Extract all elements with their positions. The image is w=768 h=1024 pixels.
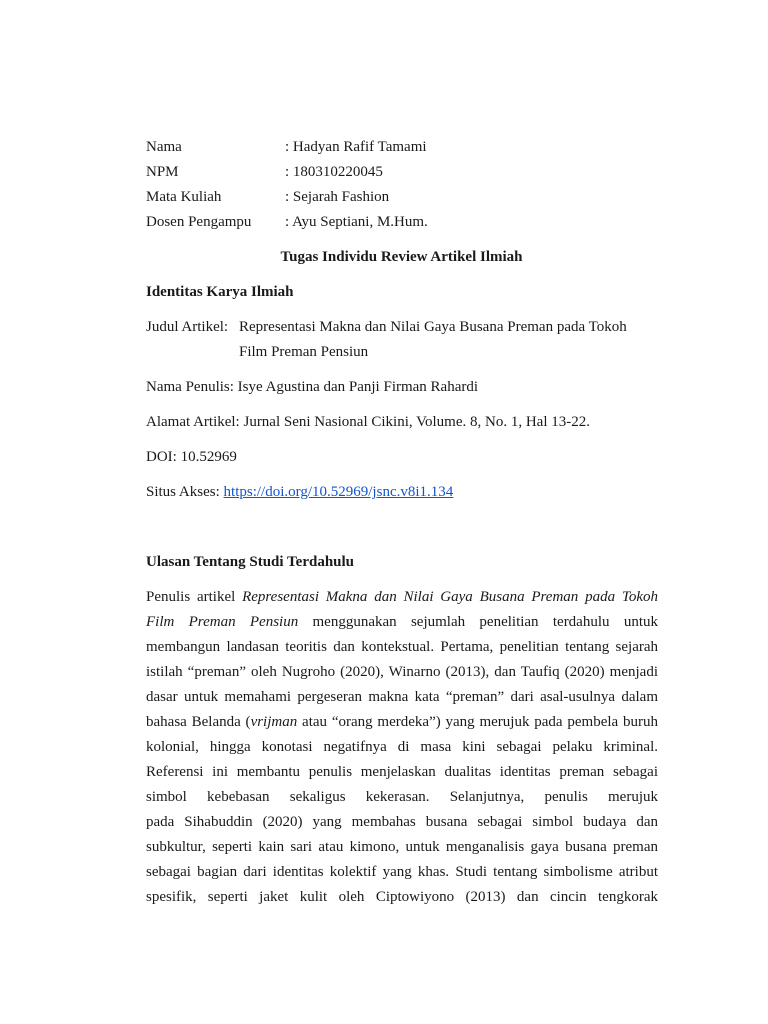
paragraph-line: istilah “preman” oleh Nugroho (2020), Winarno (2013), dan Taufiq (2020) menjadi bbox=[146, 664, 658, 680]
situs-label: Situs Akses: bbox=[146, 484, 224, 500]
nama-label: Nama bbox=[146, 139, 182, 155]
judul-label: Judul Artikel: bbox=[146, 319, 229, 335]
judul-line-2: Film Preman Pensiun bbox=[239, 344, 369, 360]
paragraph-line: kolonial, hingga konotasi negatifnya di masa kini sebagai pelaku kriminal. bbox=[146, 739, 658, 755]
document-title: Tugas Individu Review Artikel Ilmiah bbox=[280, 249, 523, 265]
situs-line bbox=[146, 482, 453, 502]
paragraph-line: membangun landasan teoritis dan kontekstual. Pertama, penelitian tentang sejarah bbox=[146, 639, 658, 655]
penulis-line: Nama Penulis: Isye Agustina dan Panji Firman Rahardi bbox=[146, 379, 479, 395]
section-heading-identitas: Identitas Karya Ilmiah bbox=[146, 284, 294, 300]
judul-line-1: Representasi Makna dan Nilai Gaya Busana Preman pada Tokoh bbox=[239, 319, 627, 335]
paragraph-line: spesifik, seperti jaket kulit oleh Ciptowiyono (2013) dan cincin tengkorak bbox=[146, 889, 658, 905]
doi-link[interactable]: https://doi.org/10.52969/jsnc.v8i1.134 bbox=[223, 484, 454, 500]
paragraph-line: Film Preman Pensiun menggunakan sejumlah penelitian terdahulu untuk bbox=[146, 614, 658, 630]
section-heading-ulasan: Ulasan Tentang Studi Terdahulu bbox=[146, 554, 355, 570]
matkul-value: : Sejarah Fashion bbox=[285, 189, 390, 205]
dosen-label: Dosen Pengampu bbox=[146, 214, 252, 230]
paragraph-line: bahasa Belanda (vrijman atau “orang merdeka”) yang merujuk pada pembela buruh bbox=[146, 714, 658, 730]
paragraph-line: pada Sihabuddin (2020) yang membahas busana sebagai simbol budaya dan bbox=[146, 814, 658, 830]
doi-line: DOI: 10.52969 bbox=[146, 449, 237, 465]
npm-value: : 180310220045 bbox=[285, 164, 383, 180]
nama-value: : Hadyan Rafif Tamami bbox=[285, 139, 427, 155]
dosen-value: : Ayu Septiani, M.Hum. bbox=[285, 214, 428, 230]
npm-label: NPM bbox=[146, 164, 179, 180]
paragraph-line: sebagai bagian dari identitas kolektif yang khas. Studi tentang simbolisme atribut bbox=[146, 864, 658, 880]
matkul-label: Mata Kuliah bbox=[146, 189, 222, 205]
paragraph-line: dasar untuk memahami pergeseran makna kata “preman” dari asal-usulnya dalam bbox=[146, 689, 658, 705]
paragraph-line: Penulis artikel Representasi Makna dan Nilai Gaya Busana Preman pada Tokoh bbox=[146, 589, 658, 605]
paragraph-line: simbol kebebasan sekaligus kekerasan. Selanjutnya, penulis merujuk bbox=[146, 789, 658, 805]
paragraph-line: Referensi ini membantu penulis menjelaskan dualitas identitas preman sebagai bbox=[146, 764, 658, 780]
alamat-line: Alamat Artikel: Jurnal Seni Nasional Cikini, Volume. 8, No. 1, Hal 13-22. bbox=[146, 414, 590, 430]
paragraph-line: subkultur, seperti kain sari atau kimono, untuk menganalisis gaya busana preman bbox=[146, 839, 658, 855]
